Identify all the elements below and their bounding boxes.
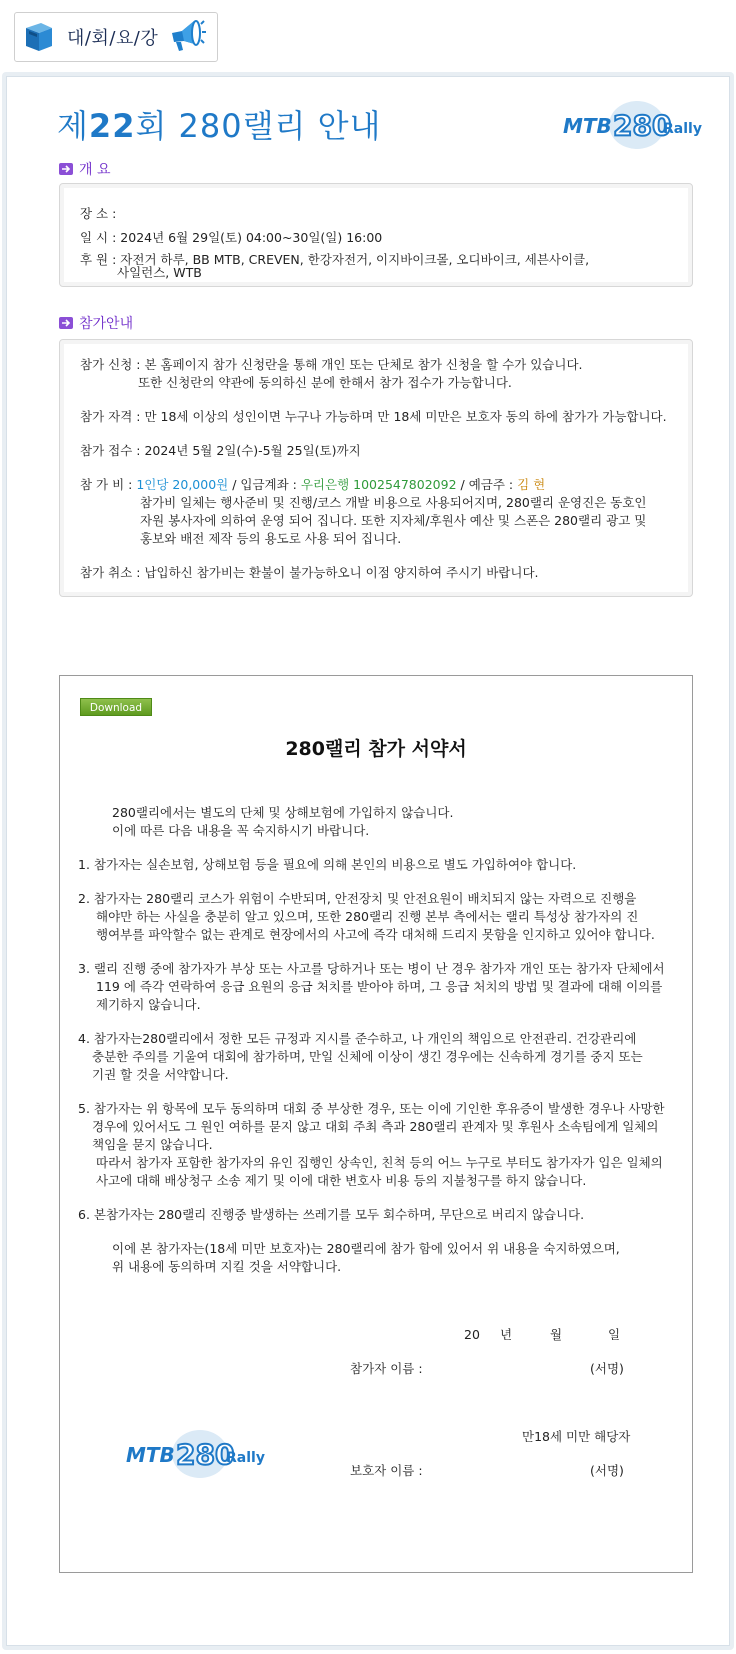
guardian-name-label: 보호자 이름 : — [350, 1463, 423, 1478]
fee-line4: 홍보와 배전 제작 등의 용도로 사용 되어 집니다. — [140, 531, 402, 546]
date-row — [80, 228, 382, 246]
mtb280-rally-logo — [563, 97, 703, 153]
sponsor-label: 후 원 : — [80, 252, 117, 267]
place-label: 장 소 : — [80, 206, 117, 221]
apply-row — [80, 356, 583, 374]
participation-heading — [59, 313, 133, 333]
qual-value: 만 18세 이상의 성인이면 누구나 가능하며 만 18세 미만은 보호자 동의 하에 참가가 가능합니다. — [144, 409, 667, 424]
qual-label: 참가 자격 : — [80, 409, 141, 424]
apply-line2: 또한 신청란의 약관에 동의하신 분에 한해서 참가 접수가 가능합니다. — [138, 375, 512, 390]
guardian-signature: (서명) — [590, 1463, 624, 1478]
cancel-row — [80, 564, 539, 582]
fee-amount: 1인당 20,000원 — [136, 477, 229, 492]
pledge-item2-line3: 행여부를 파악할수 없는 관계로 현장에서의 사고에 즉각 대처해 드리지 못함을 인지하고 있어야 합니다. — [96, 927, 655, 942]
overview-heading — [59, 159, 111, 179]
pledge-item5-line1: 5. 참가자는 위 항목에 모두 동의하며 대회 중 부상한 경우, 또는 이에 기인한 후유증이 발생한 경우나 사망한 — [78, 1101, 665, 1116]
fee-row — [80, 476, 545, 494]
sponsor-line2: 사일런스, WTB — [117, 265, 202, 280]
logo-rally-text: Rally — [226, 1450, 265, 1466]
megaphone-icon — [164, 15, 208, 59]
pledge-item5-line3: 책임을 묻지 않습니다. — [92, 1137, 213, 1152]
pledge-intro1: 280랠리에서는 별도의 단체 및 상해보험에 가입하지 않습니다. — [112, 805, 454, 820]
date-day-unit: 일 — [608, 1327, 621, 1342]
pledge-item5-line4: 따라서 참가자 포함한 참가자의 유인 집행인 상속인, 친척 등의 어느 누구로 부터도 참가자가 입은 일체의 — [96, 1155, 663, 1170]
fee-line3: 자원 봉사자에 의하여 운영 되어 집니다. 또한 지자체/후원사 예산 및 스폰은 280랠리 광고 및 — [140, 513, 647, 528]
arrow-icon — [59, 317, 73, 329]
pledge-item5-line5: 사고에 대해 배상청구 소송 제기 및 이에 대한 변호사 비용 등의 지불청구를 하지 않습니다. — [96, 1173, 587, 1188]
pledge-document — [59, 675, 693, 1573]
pledge-title: 280랠리 참가 서약서 — [285, 738, 467, 760]
content-panel — [6, 76, 730, 1646]
pledge-item5-line2: 경우에 있어서도 그 원인 여하를 묻지 않고 대회 주최 측과 280랠리 관계자 및 후원사 소속팀에게 일체의 — [92, 1119, 659, 1134]
fee-account-label: / 입금계좌 : — [228, 477, 301, 492]
cancel-value: 납입하신 참가비는 환불이 불가능하오니 이점 양지하여 주시기 바랍니다. — [144, 565, 539, 580]
qual-row — [80, 408, 667, 426]
fee-label: 참 가 비 : — [80, 477, 133, 492]
fee-line2: 참가비 일체는 행사준비 및 진행/코스 개발 비용으로 사용되어지며, 280랠리 운영진은 동호인 — [140, 495, 647, 510]
overview-box — [59, 183, 693, 287]
pledge-item4-line1: 4. 참가자는280랠리에서 정한 모든 규정과 지시를 준수하고, 나 개인의 책임으로 안전관리. 건강관리에 — [78, 1031, 637, 1046]
date-year-unit: 년 — [500, 1327, 513, 1342]
pledge-intro2: 이에 따른 다음 내용을 꼭 숙지하시기 바랍니다. — [112, 823, 370, 838]
date-year: 20 — [464, 1327, 480, 1342]
mtb280-rally-logo-bottom — [126, 1426, 266, 1482]
fee-account: 우리은행 1002547802092 — [300, 477, 457, 492]
title-suffix: 회 280랠리 안내 — [135, 107, 382, 145]
participation-box — [59, 339, 693, 597]
participation-title: 참가안내 — [79, 316, 134, 332]
title-number: 22 — [88, 107, 136, 145]
page-title — [57, 101, 381, 147]
reception-value: 2024년 5월 2일(수)-5월 25일(토)까지 — [144, 443, 361, 458]
pledge-item3-line3: 제기하지 않습니다. — [96, 997, 201, 1012]
date-month-unit: 월 — [550, 1327, 563, 1342]
logo-num-text: 280 — [176, 1438, 235, 1471]
logo-mtb-text: MTB — [126, 1443, 175, 1467]
header-label: 대/회/요/강 — [67, 28, 159, 49]
header-tab — [14, 12, 218, 62]
sponsor-line1: 자전거 하루, BB MTB, CREVEN, 한강자전거, 이지바이크몰, 오디바이크, 세븐사이클, — [120, 252, 590, 267]
minor-note: 만18세 미만 해당자 — [522, 1429, 631, 1444]
pledge-item1: 1. 참가자는 실손보험, 상해보험 등을 필요에 의해 본인의 비용으로 별도 가입하여야 합니다. — [78, 857, 577, 872]
pledge-outro2: 위 내용에 동의하며 지킬 것을 서약합니다. — [112, 1259, 342, 1274]
place-row — [80, 204, 116, 222]
pledge-item4-line2: 충분한 주의를 기울여 대회에 참가하며, 만일 신체에 이상이 생긴 경우에는 신속하게 경기를 중지 또는 — [92, 1049, 643, 1064]
reception-row — [80, 442, 361, 460]
logo-mtb-text: MTB — [563, 114, 612, 138]
arrow-icon — [59, 163, 73, 175]
participant-name-label: 참가자 이름 : — [350, 1361, 423, 1376]
book-icon — [21, 19, 57, 55]
fee-holder: 김 현 — [517, 477, 546, 492]
overview-title: 개 요 — [79, 162, 111, 178]
pledge-item4-line3: 기권 할 것을 서약합니다. — [92, 1067, 229, 1082]
pledge-item6: 6. 본참가자는 280랠리 진행중 발생하는 쓰레기를 모두 회수하며, 무단으로 버리지 않습니다. — [78, 1207, 585, 1222]
pledge-item3-line1: 3. 랠리 진행 중에 참가자가 부상 또는 사고를 당하거나 또는 병이 난 경우 참가자 개인 또는 참가자 단체에서 — [78, 961, 665, 976]
logo-num-text: 280 — [613, 109, 672, 142]
reception-label: 참가 접수 : — [80, 443, 141, 458]
date-label: 일 시 : — [80, 230, 117, 245]
pledge-item2-line2: 해야만 하는 사실을 충분히 알고 있으며, 또한 280랠리 진행 본부 측에서는 랠리 특성상 참가자의 진 — [96, 909, 639, 924]
participant-signature: (서명) — [590, 1361, 624, 1376]
pledge-item2-line1: 2. 참가자는 280랠리 코스가 위험이 수반되며, 안전장치 및 안전요원이 배치되지 않는 자력으로 진행을 — [78, 891, 637, 906]
download-button[interactable]: Download — [80, 698, 152, 716]
fee-holder-label: / 예금주 : — [456, 477, 518, 492]
cancel-label: 참가 취소 : — [80, 565, 141, 580]
pledge-item3-line2: 119 에 즉각 연락하여 응급 요원의 응급 처치를 받아야 하며, 그 응급 처치의 방법 및 결과에 대해 이의를 — [96, 979, 663, 994]
title-prefix: 제 — [57, 107, 89, 145]
pledge-outro1: 이에 본 참가자는(18세 미만 보호자)는 280랠리에 참가 함에 있어서 위 내용을 숙지하였으며, — [112, 1241, 620, 1256]
apply-line1: 본 홈페이지 참가 신청란을 통해 개인 또는 단체로 참가 신청을 할 수가 있습니다. — [144, 357, 583, 372]
content-frame — [2, 72, 734, 1650]
apply-label: 참가 신청 : — [80, 357, 141, 372]
date-value: 2024년 6월 29일(토) 04:00~30일(일) 16:00 — [120, 230, 383, 245]
logo-rally-text: Rally — [663, 121, 702, 137]
